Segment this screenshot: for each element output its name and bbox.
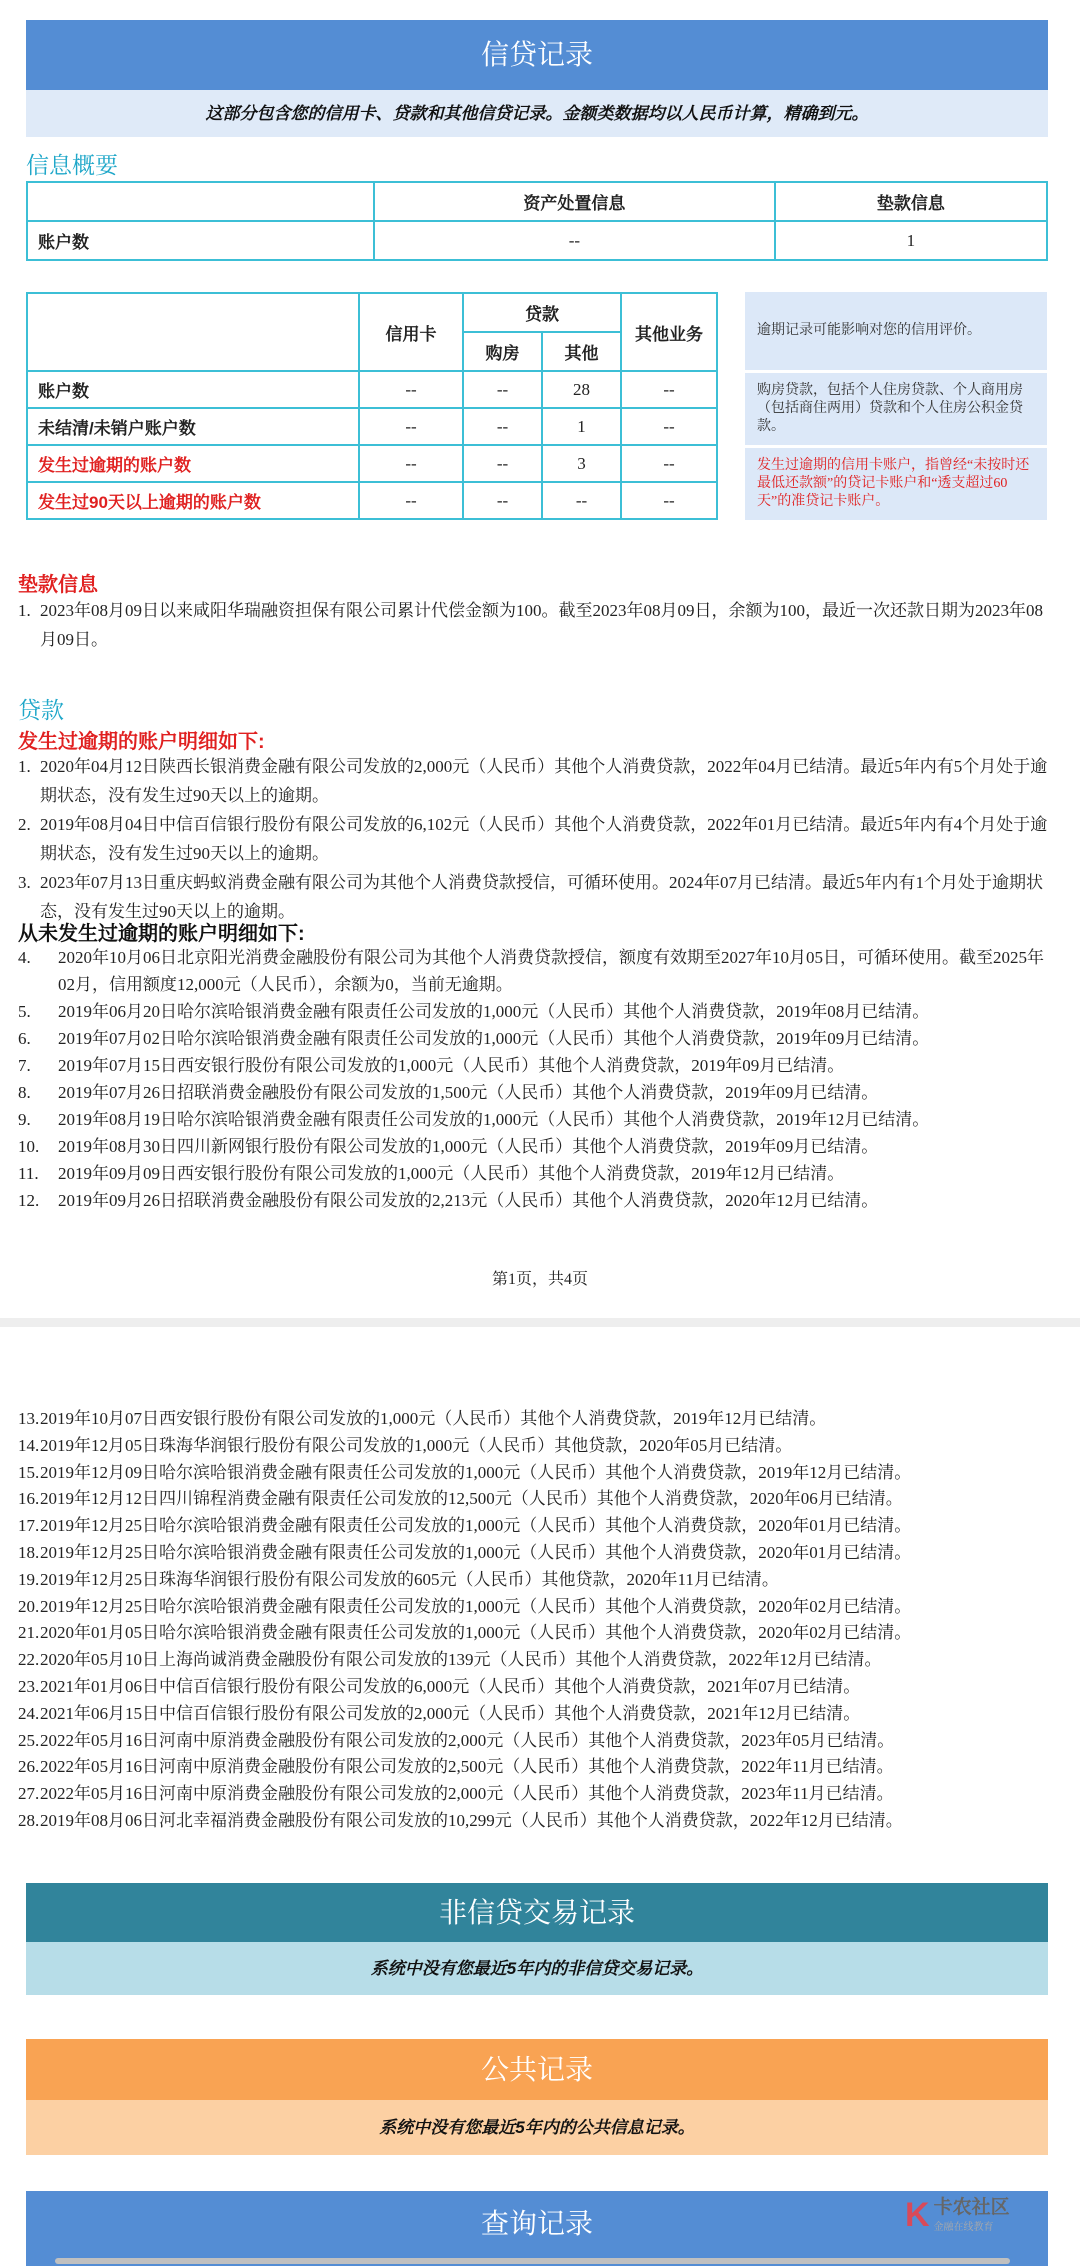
cell: -- [463,482,542,519]
normal-heading: 从未发生过逾期的账户明细如下: [18,923,305,945]
list-item [18,1052,1048,1079]
item-text: 2019年12月12日四川锦程消费金融有限责任公司发放的12,500元（人民币）其他个人消费贷款，2020年06月已结清。 [40,1489,903,1509]
non-credit-banner: 非信贷交易记录 [26,1883,1048,1942]
cell: 1 [542,408,621,445]
item-number: 13. [18,1409,40,1428]
item-number: 26. [18,1757,40,1777]
item-number: 20. [18,1596,40,1616]
kanong-logo [905,2196,1010,2235]
item-text: 2019年08月19日哈尔滨哈银消费金融有限责任公司发放的1,000元（人民币）其他个人消费贷款，2019年12月已结清。 [58,1110,930,1129]
normal-list-page2 [18,1406,1048,1835]
item-number: 21. [18,1623,40,1643]
list-item [18,944,1048,998]
item-text: 2019年08月06日河北幸福消费金融股份有限公司发放的10,299元（人民币）其他个人消费贷款，2022年12月已结清。 [40,1810,903,1830]
item-number: 8. [18,1083,31,1102]
item-text: 2019年07月26日招联消费金融股份有限公司发放的1,500元（人民币）其他个人消费贷款，2019年09月已结清。 [58,1083,879,1102]
cell: -- [621,445,717,482]
list-item [18,1106,1048,1133]
item-text: 2023年08月09日以来咸阳华瑞融资担保有限公司累计代偿金额为100。截至2023年08月09日，余额为100，最近一次还款日期为2023年08月09日。 [40,601,1043,649]
logo-k-icon: K [905,2196,930,2234]
list-item [18,596,1048,654]
item-text: 2019年12月09日哈尔滨哈银消费金融有限责任公司发放的1,000元（人民币）其他个人消费贷款，2019年12月已结清。 [40,1462,912,1482]
list-item [18,1647,1048,1674]
cell: -- [542,482,621,519]
cell: 1 [775,221,1047,260]
row-label: 发生过逾期的账户数 [27,445,359,482]
item-number: 27. [18,1784,40,1804]
cell: -- [463,408,542,445]
logo-tagline: 金融在线教育 [933,2222,994,2233]
list-item [18,1187,1048,1214]
note-housing-loan: 购房贷款，包括个人住房贷款、个人商用房（包括商住两用）贷款和个人住房公积金贷款。 [745,373,1047,445]
table-row [27,408,717,445]
page-footer: 第1页，共4页 [491,1271,588,1288]
item-text: 2019年07月02日哈尔滨哈银消费金融有限责任公司发放的1,000元（人民币）其他个人消费贷款，2019年09月已结清。 [58,1029,930,1048]
item-text: 2022年05月16日河南中原消费金融股份有限公司发放的2,000元（人民币）其他个人消费贷款，2023年11月已结清。 [40,1784,894,1804]
item-number: 24. [18,1703,40,1723]
list-item [18,1025,1048,1052]
list-item [18,1594,1048,1621]
list-item [18,1433,1048,1460]
col-other: 其他 [542,332,621,371]
item-text: 2019年09月09日西安银行股份有限公司发放的1,000元（人民币）其他个人消费贷款，2019年12月已结清。 [58,1164,845,1183]
item-text: 2021年06月15日中信百信银行股份有限公司发放的2,000元（人民币）其他个人消费贷款，2021年12月已结清。 [40,1703,861,1723]
list-item [18,752,1048,810]
list-item [18,1406,1048,1433]
item-text: 2021年01月06日中信百信银行股份有限公司发放的6,000元（人民币）其他个人消费贷款，2021年07月已结清。 [40,1676,861,1696]
overdue-heading: 发生过逾期的账户明细如下: [18,731,265,753]
item-text: 2019年06月20日哈尔滨哈银消费金融有限责任公司发放的1,000元（人民币）其他个人消费贷款，2019年08月已结清。 [58,1002,930,1021]
col-other-business: 其他业务 [621,293,717,371]
list-item [18,1540,1048,1567]
list-item [18,1701,1048,1728]
list-item [18,1460,1048,1487]
cell: -- [463,371,542,408]
normal-list-page1 [18,944,1048,1214]
summary-table-2 [26,292,718,520]
col-loan: 贷款 [463,293,621,332]
item-number: 25. [18,1730,40,1750]
item-text: 2019年10月07日西安银行股份有限公司发放的1,000元（人民币）其他个人消费贷款，2019年12月已结清。 [40,1409,827,1428]
summary-heading: 信息概要 [26,152,118,178]
table-row [27,371,717,408]
list-item [18,1513,1048,1540]
query-records-banner: 查询记录 [26,2191,1048,2266]
item-text: 2020年01月05日哈尔滨哈银消费金融有限责任公司发放的1,000元（人民币）其他个人消费贷款，2020年02月已结清。 [40,1623,912,1643]
item-number: 23. [18,1676,40,1696]
cell: -- [374,221,775,260]
list-item [18,1486,1048,1513]
note-overdue-card: 发生过逾期的信用卡账户，指曾经“未按时还最低还款额”的贷记卡账户和“透支超过60天”的准贷记卡账户。 [745,448,1047,520]
col-advance: 垫款信息 [775,182,1047,221]
item-text: 2020年04月12日陕西长银消费金融有限公司发放的2,000元（人民币）其他个人消费贷款，2022年04月已结清。最近5年内有5个月处于逾期状态，没有发生过90天以上的逾期。 [40,757,1048,805]
table-row [27,482,717,519]
item-number: 18. [18,1542,40,1562]
item-number: 19. [18,1569,40,1589]
item-text: 2019年07月15日西安银行股份有限公司发放的1,000元（人民币）其他个人消费贷款，2019年09月已结清。 [58,1056,845,1075]
item-text: 2023年07月13日重庆蚂蚁消费金融有限公司为其他个人消费贷款授信，可循环使用。2024年07月已结清。最近5年内有1个月处于逾期状态，没有发生过90天以上的逾期。 [40,873,1043,921]
cell: -- [359,371,463,408]
row-label: 账户数 [27,371,359,408]
item-number: 15. [18,1462,40,1482]
list-item [18,1160,1048,1187]
row-label: 未结清/未销户账户数 [27,408,359,445]
item-text: 2019年12月05日珠海华润银行股份有限公司发放的1,000元（人民币）其他贷款，2020年05月已结清。 [40,1435,793,1455]
item-text: 2022年05月16日河南中原消费金融股份有限公司发放的2,500元（人民币）其他个人消费贷款，2022年11月已结清。 [40,1757,894,1777]
item-number: 11. [18,1164,39,1183]
item-text: 2019年09月26日招联消费金融股份有限公司发放的2,213元（人民币）其他个人消费贷款，2020年12月已结清。 [58,1191,879,1210]
row-label: 发生过90天以上逾期的账户数 [27,482,359,519]
cell: 3 [542,445,621,482]
item-text: 2022年05月16日河南中原消费金融股份有限公司发放的2,000元（人民币）其他个人消费贷款，2023年05月已结清。 [40,1730,895,1750]
item-text: 2019年08月04日中信百信银行股份有限公司发放的6,102元（人民币）其他个人消费贷款，2022年01月已结清。最近5年内有4个月处于逾期状态，没有发生过90天以上的逾期。 [40,815,1048,863]
col-housing: 购房 [463,332,542,371]
col-asset-disposal: 资产处置信息 [374,182,775,221]
col-credit-card: 信用卡 [359,293,463,371]
row-label: 账户数 [27,221,374,260]
item-number: 22. [18,1650,40,1670]
list-item [18,1079,1048,1106]
overdue-list [18,752,1048,926]
item-text: 2019年12月25日珠海华润银行股份有限公司发放的605元（人民币）其他贷款，2020年11月已结清。 [40,1569,779,1589]
table-row [27,445,717,482]
item-number: 2. [18,815,31,834]
item-number: 7. [18,1056,31,1075]
list-item [18,1754,1048,1781]
cell: -- [621,408,717,445]
loans-heading: 贷款 [18,697,64,723]
item-number: 9. [18,1110,31,1129]
item-number: 14. [18,1435,40,1455]
cell: -- [621,371,717,408]
item-number: 10. [18,1137,40,1156]
list-item [18,1620,1048,1647]
cell: -- [463,445,542,482]
list-item [18,1567,1048,1594]
item-number: 6. [18,1029,31,1048]
cell: -- [621,482,717,519]
item-number: 12. [18,1191,40,1210]
page-divider [0,1318,1080,1327]
item-text: 2020年05月10日上海尚诚消费金融股份有限公司发放的139元（人民币）其他个人消费贷款，2022年12月已结清。 [40,1650,882,1670]
item-text: 2019年12月25日哈尔滨哈银消费金融有限责任公司发放的1,000元（人民币）其他个人消费贷款，2020年02月已结清。 [40,1596,912,1616]
item-number: 5. [18,1002,31,1021]
item-number: 1. [18,601,31,620]
list-item [18,810,1048,868]
item-text: 2020年10月06日北京阳光消费金融股份有限公司为其他个人消费贷款授信，额度有效期至2027年10月05日，可循环使用。截至2025年02月，信用额度12,000元（人民币），余额为0，当前无逾期。 [58,948,1044,994]
public-records-banner: 公共记录 [26,2039,1048,2100]
cell: -- [359,445,463,482]
credit-records-subtitle: 这部分包含您的信用卡、贷款和其他信贷记录。金额类数据均以人民币计算，精确到元。 [26,90,1048,137]
item-number: 3. [18,873,31,892]
cell: -- [359,482,463,519]
summary-table-1 [26,181,1048,261]
item-number: 4. [18,948,31,967]
scrollbar[interactable] [55,2258,1010,2264]
credit-records-banner: 信贷记录 [26,20,1048,90]
list-item [18,1781,1048,1808]
cell: -- [359,408,463,445]
advance-list [18,596,1048,654]
list-item [18,1674,1048,1701]
list-item [18,1808,1048,1835]
advance-heading: 垫款信息 [18,574,98,596]
item-number: 16. [18,1489,40,1509]
list-item [18,1728,1048,1755]
public-records-subtitle: 系统中没有您最近5年内的公共信息记录。 [26,2100,1048,2155]
logo-name: 卡农社区 [933,2197,1010,2218]
item-text: 2019年12月25日哈尔滨哈银消费金融有限责任公司发放的1,000元（人民币）其他个人消费贷款，2020年01月已结清。 [40,1542,912,1562]
item-number: 28. [18,1810,40,1830]
item-text: 2019年12月25日哈尔滨哈银消费金融有限责任公司发放的1,000元（人民币）其他个人消费贷款，2020年01月已结清。 [40,1516,912,1536]
non-credit-subtitle: 系统中没有您最近5年内的非信贷交易记录。 [26,1942,1048,1995]
item-number: 17. [18,1516,40,1536]
cell: 28 [542,371,621,408]
item-number: 1. [18,757,31,776]
item-text: 2019年08月30日四川新网银行股份有限公司发放的1,000元（人民币）其他个人消费贷款，2019年09月已结清。 [58,1137,879,1156]
list-item [18,1133,1048,1160]
note-overdue-impact: 逾期记录可能影响对您的信用评价。 [745,292,1047,370]
list-item [18,998,1048,1025]
